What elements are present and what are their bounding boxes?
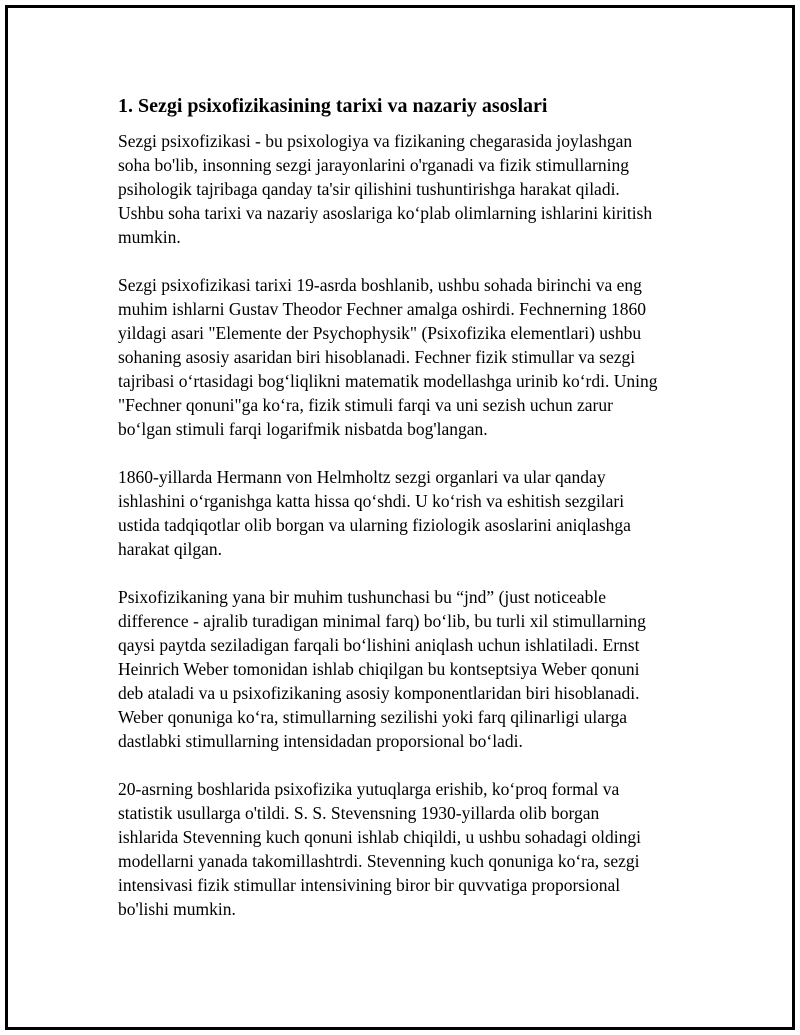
- paragraph-2: [118, 273, 698, 441]
- text-line: qaysi paytda seziladigan farqali bo‘lishini aniqlash uchun ishlatiladi. Ernst: [118, 635, 640, 655]
- text-line: Weber qonuniga ko‘ra, stimullarning sezilishi yoki farq qilinarligi ularga: [118, 707, 628, 727]
- paragraph-5: [118, 777, 698, 921]
- text-line: Sezgi psixofizikasi - bu psixologiya va fizikaning chegarasida joylashgan: [118, 131, 633, 151]
- paragraph-1: [118, 129, 698, 249]
- text-line: deb ataladi va u psixofizikaning asosiy komponentlaridan biri hisoblanadi.: [118, 683, 640, 703]
- text-line: sohaning asosiy asaridan biri hisoblanadi. Fechner fizik stimullar va sezgi: [118, 347, 636, 367]
- text-line: muhim ishlarni Gustav Theodor Fechner amalga oshirdi. Fechnerning 1860: [118, 299, 646, 319]
- text-line: dastlabki stimullarning intensidadan proporsional bo‘ladi.: [118, 731, 523, 751]
- text-line: modellarni yanada takomillashtrdi. Stevenning kuch qonuniga ko‘ra, sezgi: [118, 851, 640, 871]
- text-line: difference - ajralib turadigan minimal farq) bo‘lib, bu turli xil stimullarning: [118, 611, 646, 631]
- paragraph-3: [118, 465, 698, 561]
- document-body: [118, 92, 698, 945]
- text-line: yildagi asari "Elemente der Psychophysik" (Psixofizika elementlari) ushbu: [118, 323, 642, 343]
- text-line: ustida tadqiqotlar olib borgan va ularning fiziologik asoslarini aniqlashga: [118, 515, 631, 535]
- paragraph-4: [118, 585, 698, 753]
- text-line: statistik usullarga o'tildi. S. S. Stevensning 1930-yillarda olib borgan: [118, 803, 600, 823]
- text-line: 1860-yillarda Hermann von Helmholtz sezgi organlari va ular qanday: [118, 467, 606, 487]
- text-line: ishlarida Stevenning kuch qonuni ishlab chiqildi, u ushbu sohadagi oldingi: [118, 827, 642, 847]
- text-line: Ushbu soha tarixi va nazariy asoslariga ko‘plab olimlarning ishlarini kiritish: [118, 203, 653, 223]
- text-line: "Fechner qonuni"ga ko‘ra, fizik stimuli farqi va uni sezish uchun zarur: [118, 395, 613, 415]
- text-line: Sezgi psixofizikasi tarixi 19-asrda boshlanib, ushbu sohada birinchi va eng: [118, 275, 642, 295]
- text-line: bo‘lgan stimuli farqi logarifmik nisbatda bog'langan.: [118, 419, 488, 439]
- text-line: Psixofizikaning yana bir muhim tushunchasi bu “jnd” (just noticeable: [118, 587, 606, 607]
- text-line: bo'lishi mumkin.: [118, 899, 236, 919]
- text-line: tajribasi o‘rtasidagi bog‘liqlikni matematik modellashga urinib ko‘rdi. Uning: [118, 371, 658, 391]
- text-line: Heinrich Weber tomonidan ishlab chiqilgan bu kontseptsiya Weber qonuni: [118, 659, 640, 679]
- text-line: intensivasi fizik stimullar intensivining biror bir quvvatiga proporsional: [118, 875, 621, 895]
- text-line: harakat qilgan.: [118, 539, 222, 559]
- text-line: soha bo'lib, insonning sezgi jarayonlarini o'rganadi va fizik stimullarning: [118, 155, 629, 175]
- text-line: mumkin.: [118, 227, 181, 247]
- text-line: 20-asrning boshlarida psixofizika yutuqlarga erishib, ko‘proq formal va: [118, 779, 620, 799]
- text-line: psihologik tajribaga qanday ta'sir qilishini tushuntirishga harakat qiladi.: [118, 179, 620, 199]
- section-title: 1. Sezgi psixofizikasining tarixi va nazariy asoslari: [118, 95, 548, 117]
- text-line: ishlashini o‘rganishga katta hissa qo‘shdi. U ko‘rish va eshitish sezgilari: [118, 491, 625, 511]
